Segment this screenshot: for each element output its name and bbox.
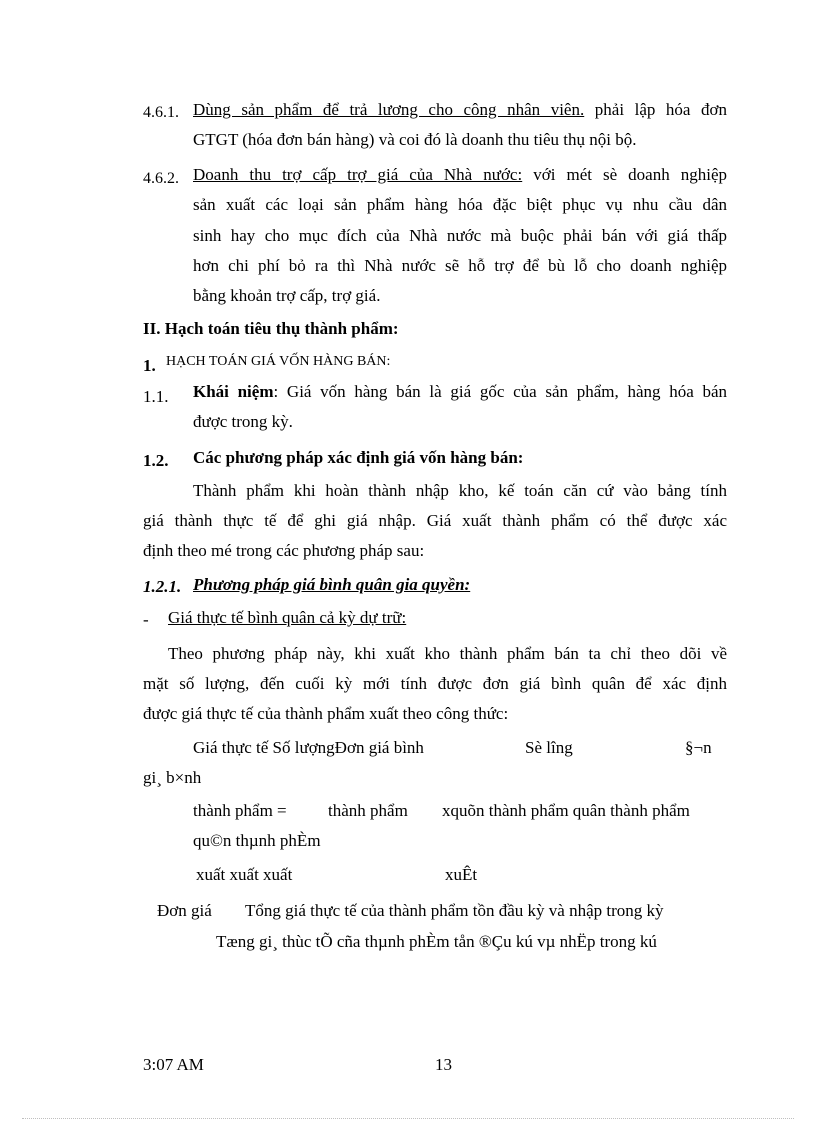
section-number-1-2: 1.2. bbox=[143, 451, 169, 470]
section-4-6-1-line1 bbox=[193, 99, 727, 121]
bullet-dash: - bbox=[143, 610, 149, 629]
formula-row3-mid: thành phẩm bbox=[328, 801, 408, 820]
section-4-6-1-heading: Dùng sản phẩm để trả lương cho công nhân viên. bbox=[193, 100, 585, 119]
section-1-2-para-line1: Thành phẩm khi hoàn thành nhập kho, kế toán căn cứ vào bảng tính bbox=[193, 481, 727, 500]
section-1-1-text: : Giá vốn hàng bán là giá gốc của sản phẩm, hàng hóa bán bbox=[273, 382, 727, 401]
bottom-divider bbox=[22, 1118, 794, 1119]
section-1-title: HẠCH TOÁN GIÁ VỐN HÀNG BÁN: bbox=[166, 354, 391, 369]
formula-row4: qu©n thµnh phÈm bbox=[193, 831, 321, 850]
section-1-1-term: Khái niệm bbox=[193, 382, 274, 401]
formula-row6-label: Đơn giá bbox=[157, 901, 212, 920]
formula-row3-right: xquõn thành phẩm quân thành phẩm bbox=[442, 801, 690, 820]
section-1-2-1-title: Phương pháp giá bình quân gia quyền: bbox=[193, 575, 471, 594]
formula-row6-numerator: Tổng giá thực tế của thành phẩm tồn đầu kỳ và nhập trong kỳ bbox=[245, 901, 664, 920]
section-1-1-line2: được trong kỳ. bbox=[193, 412, 293, 431]
bullet-text: Giá thực tế bình quân cả kỳ dự trữ: bbox=[168, 608, 407, 627]
formula-row1-left: Giá thực tế Số lượngĐơn giá bình bbox=[193, 738, 424, 757]
section-number-4-6-2: 4.6.2. bbox=[143, 170, 179, 187]
formula-row3-left: thành phẩm = bbox=[193, 801, 287, 820]
section-4-6-2-line5: bằng khoản trợ cấp, trợ giá. bbox=[193, 286, 381, 305]
formula-row7: Tæng gi¸ thùc tÕ cña thµnh phÈm tån ®Çu kú vµ nhËp trong kú bbox=[216, 932, 657, 951]
section-4-6-2-heading: Doanh thu trợ cấp trợ giá của Nhà nước: bbox=[193, 165, 523, 184]
section-1-1-line1 bbox=[193, 381, 727, 403]
section-4-6-2-text: với mét sè doanh nghiệp bbox=[533, 165, 727, 184]
method-para-line3: được giá thực tế của thành phẩm xuất theo công thức: bbox=[143, 704, 509, 723]
section-1-2-para-line3: định theo mé trong các phương pháp sau: bbox=[143, 541, 425, 560]
method-para-line1: Theo phương pháp này, khi xuất kho thành phẩm bán ta chỉ theo dõi về bbox=[168, 644, 727, 663]
formula-row1-mid: Sè lîng bbox=[525, 738, 573, 757]
section-number-1-1: 1.1. bbox=[143, 387, 169, 406]
formula-row2: gi¸ b×nh bbox=[143, 768, 202, 787]
section-4-6-2-line3: sinh hay cho mục đích của Nhà nước mà buộc phải bán với giá thấp bbox=[193, 226, 727, 245]
section-4-6-2-line1 bbox=[193, 164, 727, 186]
formula-row5-right: xuÊt bbox=[445, 865, 478, 884]
section-4-6-1-line2: GTGT (hóa đơn bán hàng) và coi đó là doanh thu tiêu thụ nội bộ. bbox=[193, 130, 637, 149]
footer-time: 3:07 AM bbox=[143, 1055, 204, 1074]
section-4-6-2-line4: hơn chi phí bỏ ra thì Nhà nước sẽ hỗ trợ để bù lỗ cho doanh nghiệp bbox=[193, 256, 727, 275]
method-para-line2: mặt số lượng, đến cuối kỳ mới tính được đơn giá bình quân để xác định bbox=[143, 674, 727, 693]
formula-row5-left: xuất xuất xuất bbox=[196, 865, 293, 884]
section-number-1: 1. bbox=[143, 356, 156, 375]
section-number-1-2-1: 1.2.1. bbox=[143, 577, 182, 596]
section-number-4-6-1: 4.6.1. bbox=[143, 104, 179, 121]
section-4-6-2-line2: sản xuất các loại sản phẩm hàng hóa đặc biệt phục vụ nhu cầu dân bbox=[193, 195, 727, 214]
section-1-2-title: Các phương pháp xác định giá vốn hàng bán: bbox=[193, 448, 524, 467]
page-number: 13 bbox=[435, 1055, 452, 1074]
section-4-6-1-text: phải lập hóa đơn bbox=[594, 100, 728, 119]
formula-row1-right: §¬n bbox=[685, 738, 712, 757]
section-ii-heading: II. Hạch toán tiêu thụ thành phẩm: bbox=[143, 319, 399, 338]
section-1-2-para-line2: giá thành thực tế để ghi giá nhập. Giá xuất thành phẩm có thể được xác bbox=[143, 511, 727, 530]
